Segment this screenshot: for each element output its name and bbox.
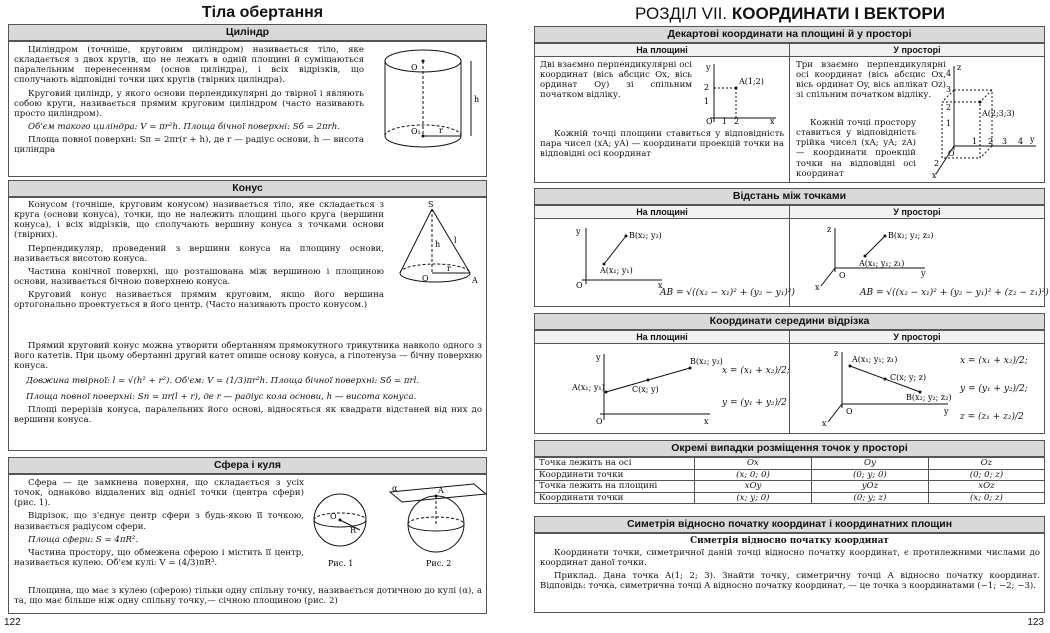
cone-p5: Прямий круговий конус можна утворити обертанням прямокутного трикутника навколо одного з його катетів. При цьому обертанні другий катет опише основу конуса, а гіпотенуза — бічну поверхню конуса. (14, 341, 482, 372)
page-number-right: 123 (1027, 617, 1044, 629)
cylinder-figure (375, 46, 485, 166)
svg-text:3: 3 (1002, 137, 1008, 146)
sphere1-label-O: O (330, 512, 337, 521)
midpoint-col2: У просторі (790, 331, 1044, 344)
page-title-left: Тіла обертання (201, 4, 324, 21)
cone-p2: Перпендикуляр, проведений з вершини конуса на площину основи, називається висотою конуса. (14, 243, 384, 264)
cartesian-col1: На площині (535, 44, 789, 57)
cone-label-A: A (472, 276, 478, 285)
distance-col2: У просторі (790, 206, 1044, 219)
mid-plane-A: A(x₁; y₁) (572, 383, 605, 392)
symmetry-p1: Координати точки, симетричної даній точці відносно початку координат, є протилежними числами до координат даної точки. (540, 548, 1040, 569)
svg-text:2: 2 (704, 83, 710, 92)
table-row: Координати точки (x; 0; 0) (0; y; 0) (0; 0; z) (535, 469, 1045, 481)
cartesian-space-figure (930, 62, 1040, 180)
svg-text:y: y (596, 353, 601, 362)
fig2-caption: Рис. 2 (426, 559, 452, 568)
sphere-p1: Сфера — це замкнена поверхня, що складається з усіх точок, однаково віддалених від однієї точки (центра сфери) (рис. 1). (14, 478, 304, 509)
cone-p4: Круговий конус називається прямим круговим, якщо його вершина ортогонально проектується в його центр. (Часто називають просто конусом.) (14, 290, 384, 311)
cases-header: Окремі випадки розміщення точок у просторі (534, 440, 1045, 457)
cone-label-S: S (428, 200, 434, 209)
sphere2-label-alpha: α (392, 484, 398, 493)
sphere-p5: Площина, що має з кулею (сферою) тільки одну спільну точку, називається дотичною до кулі (α), а та, що має більше ніж одну спільну точку,— січною площиною (рис. 2) (14, 586, 482, 607)
distance-space-formula: AB = √((x₂ − x₁)² + (y₂ − y₁)² + (z₂ − z₁)²) (860, 288, 1049, 298)
distance-col1: На площині (535, 206, 789, 219)
cyl-label-O: O (411, 63, 418, 72)
fig1-caption: Рис. 1 (328, 559, 354, 568)
svg-text:4: 4 (1018, 137, 1024, 146)
mid-plane-B: B(x₂; y₂) (690, 357, 723, 366)
symmetry-p2: Приклад. Дана точка A(1; 2; 3). Знайти точку, симетричну точці A відносно початку координат. Відповідь: точка, симетрична точці A відносно початку координат, — це точка з координатами (−1; −2; −3). (540, 571, 1040, 592)
sphere-text-2 (14, 586, 482, 609)
sphere2-label-A: A (438, 486, 444, 495)
svg-text:2: 2 (946, 103, 952, 112)
midpoint-space-figure (820, 348, 960, 428)
table-row: Точка лежить на площині xOy yOz xOz (535, 481, 1045, 493)
svg-text:z: z (827, 225, 832, 234)
chapter-prefix: РОЗДІЛ VII. (635, 4, 728, 23)
svg-text:O: O (596, 417, 603, 426)
cylinder-p1: Циліндром (точніше, круговим циліндром) називається тіло, яке складається з двох кругів, що не лежать в одній площині й суміщаються паралельним перенесенням (основ циліндра), і всіх відрізків, що сполучають відповідні точки цих кругів (твірних циліндра). (14, 45, 364, 86)
cylinder-p3: Об'єм такого циліндра: V = πr²h. Площа бічної поверхні: Sб = 2πrh. (28, 121, 341, 132)
cylinder-header: Циліндр (8, 24, 487, 41)
midpoint-space-fz: z = (z₁ + z₂)/2 (960, 412, 1024, 422)
svg-text:z: z (834, 349, 839, 358)
cone-figure (392, 200, 492, 293)
cyl-label-h: h (474, 95, 480, 104)
svg-text:x: x (932, 171, 937, 180)
sphere1-label-R: R (350, 526, 357, 535)
svg-text:x: x (815, 283, 820, 292)
distance-space-figure (815, 224, 945, 294)
cylinder-p2: Круговий циліндр, у якого основи перпендикулярні до твірної і являють собою круги, називається прямим круговим циліндром (часто називають просто циліндром). (14, 88, 364, 119)
midpoint-plane-figure (570, 350, 723, 430)
svg-text:y: y (944, 407, 949, 416)
right-page (530, 0, 1050, 633)
svg-text:z: z (957, 63, 962, 72)
cartesian-space-text1: Три взаємно перпендикулярні осі координат (вісь абсцис Ox, вісь ординат Oy, вісь аплікат Oz) зі спільним початком відліку. (796, 60, 946, 101)
distance-plane-formula: AB = √((x₂ − x₁)² + (y₂ − y₁)²) (660, 288, 795, 298)
svg-text:1: 1 (972, 137, 978, 146)
distance-header: Відстань між точками (534, 188, 1045, 205)
midpoint-plane-fy: y = (y₁ + y₂)/2 (722, 398, 787, 408)
cone-label-r: r (447, 264, 451, 273)
svg-text:y: y (921, 269, 926, 278)
sphere-p3: Площа сфери: S = 4πR². (28, 534, 139, 545)
cone-text (14, 200, 384, 313)
sphere-p2: Відрізок, що з'єднує центр сфери з будь-якою її точкою, називається радіусом сфери. (14, 511, 304, 532)
cone-label-O: O (422, 274, 429, 283)
cone-p6: Площі перерізів конуса, паралельних його основі, відносяться як квадрати відстаней від них до вершини конуса. (14, 404, 482, 425)
svg-text:4: 4 (946, 69, 952, 78)
cartesian-plane-text1: Дві взаємно перпендикулярні осі координат (вісь абсцис Ox, вісь ординат Oy) зі спільним початком відліку. (540, 60, 692, 101)
svg-text:1: 1 (704, 97, 710, 106)
svg-text:1: 1 (946, 119, 952, 128)
midpoint-space-fx: x = (x₁ + x₂)/2; (960, 356, 1028, 366)
cone-p3: Частина конічної поверхні, що розташована між вершиною і площиною основи, називається бічною поверхнею конуса. (14, 266, 384, 287)
table-row: Точка лежить на осі Ox Oy Oz (535, 458, 1045, 470)
cone-f1: Довжина твірної: l = √(h² + r²). Об'єм: V = (1/3)πr²h. Площа бічної поверхні: Sб = πrl. (26, 376, 420, 387)
cone-label-l: l (454, 236, 457, 245)
svg-text:y: y (706, 63, 711, 72)
cartesian-plane-text2: Кожній точці площини ставиться у відповідність пара чисел (xA; yA) — координати проекцій точки на відповідні осі координат (540, 129, 784, 160)
table-row: Координати точки (x; y; 0) (0; y; z) (x; 0; z) (535, 492, 1045, 504)
symmetry-header: Симетрія відносно початку координат і координатних площин (534, 516, 1045, 533)
svg-text:x: x (658, 281, 663, 290)
svg-text:3: 3 (946, 85, 952, 94)
mid-space-A: A(x₁; y₁; z₁) (852, 355, 898, 364)
cases-table (534, 457, 1045, 504)
sphere-figure-2 (378, 484, 488, 569)
cyl-label-O1: O₁ (411, 127, 421, 136)
cylinder-text (14, 45, 364, 158)
cone-text-2 (14, 341, 482, 428)
dist-plane-B: B(x₂; y₂) (629, 231, 662, 240)
dist-plane-A: A(x₁; y₁) (600, 266, 633, 275)
symmetry-subheader: Симетрія відносно початку координат (690, 536, 889, 546)
cartesian-header: Декартові координати на площині й у просторі (534, 26, 1045, 43)
svg-text:O: O (576, 281, 583, 290)
cone-f2: Площа повної поверхні: Sп = πr(l + r), де r — радіус кола основи, h — висота конуса. (26, 391, 417, 402)
svg-text:1: 1 (722, 117, 728, 126)
svg-text:x: x (822, 419, 827, 428)
cyl-label-r: r (439, 126, 443, 135)
page-title-right (530, 4, 1050, 24)
midpoint-space-fy: y = (y₁ + y₂)/2; (960, 384, 1028, 394)
svg-text:2: 2 (934, 159, 940, 168)
cartesian-col2: У просторі (790, 44, 1044, 57)
svg-text:O: O (948, 149, 955, 158)
cone-label-h: h (435, 240, 441, 249)
chapter-title: КООРДИНАТИ І ВЕКТОРИ (731, 4, 945, 23)
mid-plane-C: C(x; y) (632, 385, 659, 394)
dist-space-A: A(x₁; y₁; z₁) (859, 259, 905, 268)
cone-p1: Конусом (точніше, круговим конусом) називається тіло, яке складається з круга (основи конуса), точки, що не належить площині цього круга (вершини конуса), і всіх відрізків, що сполучають вершину конуса з точками основи (твірних). (14, 200, 384, 241)
distance-plane-figure (572, 224, 692, 294)
plane-point-A: A(1;2) (739, 77, 764, 86)
symmetry-text (540, 548, 1040, 595)
cylinder-p4: Площа повної поверхні: Sп = 2πr(r + h), де r — радіус основи, h — висота циліндра (14, 135, 364, 156)
mid-space-C: C(x; y; z) (890, 373, 927, 382)
svg-text:x: x (704, 417, 709, 426)
svg-text:y: y (1030, 135, 1035, 144)
sphere-figure-1 (312, 490, 372, 570)
svg-text:O: O (839, 271, 846, 280)
svg-text:2: 2 (734, 117, 740, 126)
cartesian-space-text2: Кожній точці простору ставиться у відповідність трійка чисел (xA; yA; zA) — координати проекцій точки на відповідні осі координат (796, 118, 916, 179)
space-point-A: A(2;3;3) (982, 109, 1015, 118)
svg-text:O: O (846, 407, 853, 416)
mid-space-B: B(x₂; y₂; z₂) (906, 393, 952, 402)
sphere-header: Сфера і куля (8, 457, 487, 474)
midpoint-header: Координати середини відрізка (534, 313, 1045, 330)
dist-space-B: B(x₂; y₂; z₂) (888, 231, 934, 240)
svg-text:x: x (770, 117, 775, 126)
sphere-p4: Частина простору, що обмежена сферою і містить її центр, називається кулею. Об'єм кулі: V = (4/3)πR³. (14, 547, 304, 568)
page-number-left: 122 (4, 617, 21, 629)
cone-header: Конус (8, 180, 487, 197)
sphere-text (14, 478, 304, 571)
midpoint-col1: На площині (535, 331, 789, 344)
cartesian-plane-figure (700, 62, 780, 124)
svg-text:2: 2 (988, 137, 994, 146)
midpoint-plane-fx: x = (x₁ + x₂)/2; (722, 366, 790, 376)
svg-text:O: O (706, 117, 713, 126)
svg-text:y: y (576, 227, 581, 236)
